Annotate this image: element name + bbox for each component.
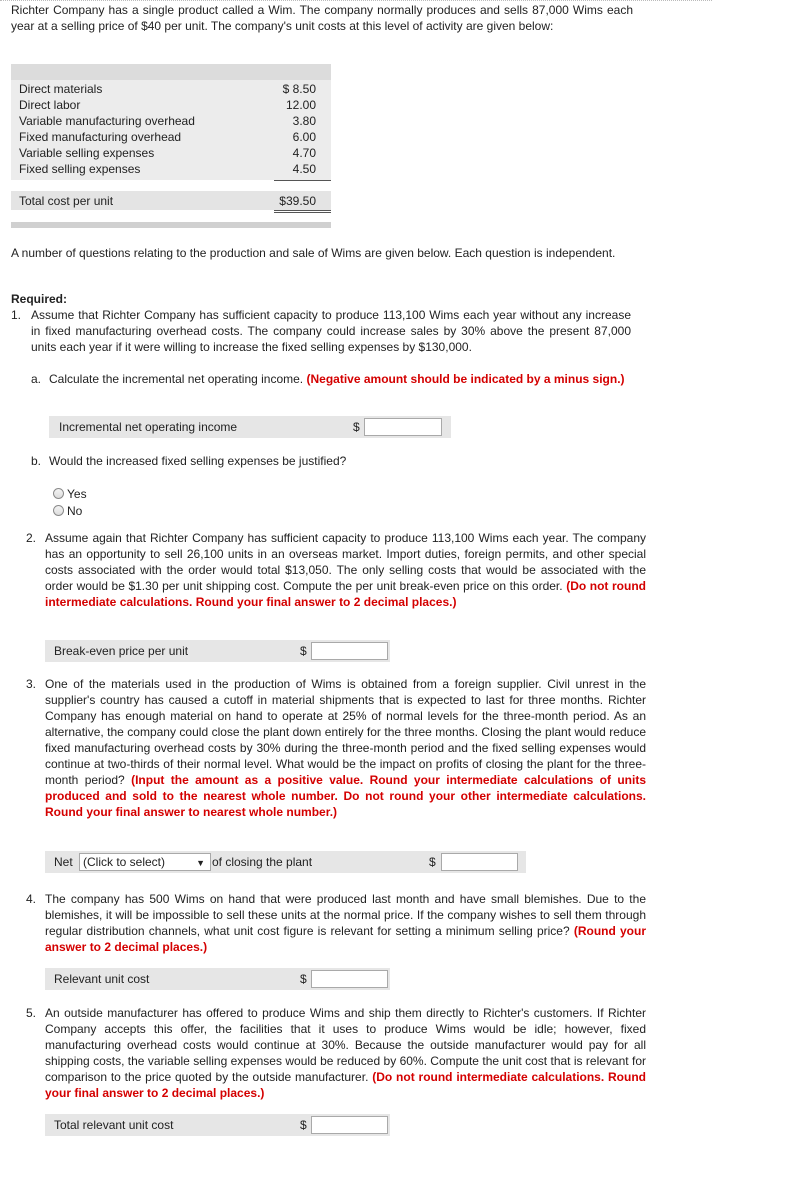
q1a-answer-row — [49, 416, 451, 438]
q3-note: (Input the amount as a positive value. Round your intermediate calculations of units produced and sold to the nearest whole number. Do not round your other intermediate calculations. Round your final answer to nearest whole number.) — [45, 773, 647, 819]
currency-symbol: $ — [429, 855, 436, 869]
q3-answer-row — [45, 851, 526, 873]
cost-row-value: 4.50 — [292, 162, 316, 176]
closing-impact-input[interactable] — [441, 853, 518, 871]
cost-row-label: Variable manufacturing overhead — [19, 114, 195, 128]
q1a-answer-label: Incremental net operating income — [59, 420, 238, 434]
q5-answer-row — [45, 1114, 390, 1136]
q4-text: The company has 500 Wims on hand that were produced last month and have small blemishes. Due to the blemishes, it will be impossible to sell these units at the normal price. If the company wishes to sell them through regular distribution channels, what unit cost figure is relevant for setting a minimum selling price? — [45, 892, 646, 938]
q5-body — [45, 1005, 646, 1101]
currency-symbol: $ — [300, 972, 307, 986]
radio-yes[interactable] — [53, 488, 64, 499]
questions-intro: A number of questions relating to the production and sale of Wims are given below. Each question is independent. — [11, 246, 616, 260]
q3-answer-suffix: of closing the plant — [212, 855, 313, 869]
q3-body — [45, 676, 646, 820]
total-relevant-unit-cost-input[interactable] — [311, 1116, 388, 1134]
cost-row-value: 12.00 — [285, 98, 316, 112]
cost-row-value: 4.70 — [292, 146, 316, 160]
q5-answer-label: Total relevant unit cost — [54, 1118, 174, 1132]
relevant-unit-cost-input[interactable] — [311, 970, 388, 988]
q2-text: Assume again that Richter Company has sufficient capacity to produce 113,100 Wims each year. The company has an opportunity to sell 26,100 units in an overseas market. Import duties, foreign permits, and other special costs associated with the order would total $13,050. The only selling costs that would be associated with the order would be $1.30 per unit shipping cost. Compute the per unit break-even price on this order. — [45, 531, 646, 593]
q2-number: 2. — [26, 531, 37, 545]
q4-number: 4. — [26, 892, 37, 906]
total-value: $39.50 — [279, 194, 316, 208]
q2-note: (Do not round intermediate calculations. Round your final answer to 2 decimal places.) — [45, 579, 647, 609]
radio-no-label: No — [67, 504, 83, 518]
chevron-down-icon: ▼ — [196, 858, 205, 868]
cost-row-label: Direct labor — [19, 98, 81, 112]
subtotal-rule — [274, 180, 331, 181]
cost-row-value: $ 8.50 — [282, 82, 316, 96]
cost-row-label: Fixed selling expenses — [19, 162, 141, 176]
currency-symbol: $ — [300, 1118, 307, 1132]
required-heading: Required: — [11, 292, 68, 306]
cost-row-value: 3.80 — [292, 114, 316, 128]
total-double-rule — [274, 210, 331, 213]
table-footer-band — [11, 222, 331, 228]
q1b-text: Would the increased fixed selling expenses be justified? — [49, 454, 347, 468]
q1-number: 1. — [11, 308, 22, 322]
table-header-band — [11, 64, 331, 80]
q1-text: Assume that Richter Company has sufficient capacity to produce 113,100 Wims each year without any increase in fixed manufacturing overhead costs. The company could increase sales by 30% above the present 87,000 units each year if it were willing to increase the fixed selling expenses by $130,000. — [31, 308, 631, 354]
q4-note: (Round your answer to 2 decimal places.) — [45, 924, 646, 954]
q4-body — [45, 891, 646, 955]
cost-row-label: Fixed manufacturing overhead — [19, 130, 182, 144]
break-even-price-input[interactable] — [311, 642, 388, 660]
total-label: Total cost per unit — [19, 194, 114, 208]
q3-text: One of the materials used in the production of Wims is obtained from a foreign supplier. Civil unrest in the supplier's country has caused a cutoff in material shipments that is expected to last for three months. Richter Company has enough material on hand to operate at 25% of normal levels for the three-month period. As an alternative, the company could close the plant down entirely for the three months. Closing the plant would reduce fixed manufacturing overhead costs by 30% during the three-month period and the fixed selling expenses would continue at two-thirds of their normal level. What would be the impact on profits of closing the plant for the three-month period? — [45, 677, 646, 787]
currency-symbol: $ — [300, 644, 307, 658]
q5-text: An outside manufacturer has offered to produce Wims and ship them directly to Richter's customers. If Richter Company accepts this offer, the facilities that it uses to produce Wims would be idle; however, fixed manufacturing overhead costs would continue at 30%. Because the outside manufacturer would pay for all shipping costs, the variable selling expenses would be reduced by 60%. Compute the unit cost that is relevant for comparison to the price quoted by the outside manufacturer. — [45, 1006, 646, 1084]
q3-answer-prefix: Net — [54, 855, 73, 869]
q4-answer-row — [45, 968, 390, 990]
currency-symbol: $ — [353, 420, 360, 434]
problem-intro: Richter Company has a single product called a Wim. The company normally produces and sells 87,000 Wims each year at a selling price of $40 per unit. The company's unit costs at this level of activity are given below: — [11, 3, 633, 33]
q4-answer-label: Relevant unit cost — [54, 972, 150, 986]
q3-number: 3. — [26, 677, 37, 691]
cost-row-label: Variable selling expenses — [19, 146, 155, 160]
q1b-letter: b. — [31, 454, 42, 468]
q2-answer-row — [45, 640, 390, 662]
incremental-noi-input[interactable] — [364, 418, 442, 436]
cost-row-value: 6.00 — [292, 130, 316, 144]
select-value: (Click to select) — [83, 855, 166, 869]
q5-number: 5. — [26, 1006, 37, 1020]
q1a-letter: a. — [31, 372, 42, 386]
q1a-prompt — [49, 371, 649, 387]
q2-body — [45, 530, 646, 610]
radio-yes-label: Yes — [67, 487, 87, 501]
top-divider — [0, 0, 712, 1]
cost-row-label: Direct materials — [19, 82, 103, 96]
q5-note: (Do not round intermediate calculations. Round your final answer to 2 decimal places.) — [45, 1070, 646, 1100]
q1a-note: (Negative amount should be indicated by a minus sign.) — [306, 372, 625, 386]
q1a-text: Calculate the incremental net operating income. — [49, 372, 304, 386]
net-effect-select[interactable] — [79, 853, 211, 871]
q2-answer-label: Break-even price per unit — [54, 644, 189, 658]
radio-no[interactable] — [53, 505, 64, 516]
